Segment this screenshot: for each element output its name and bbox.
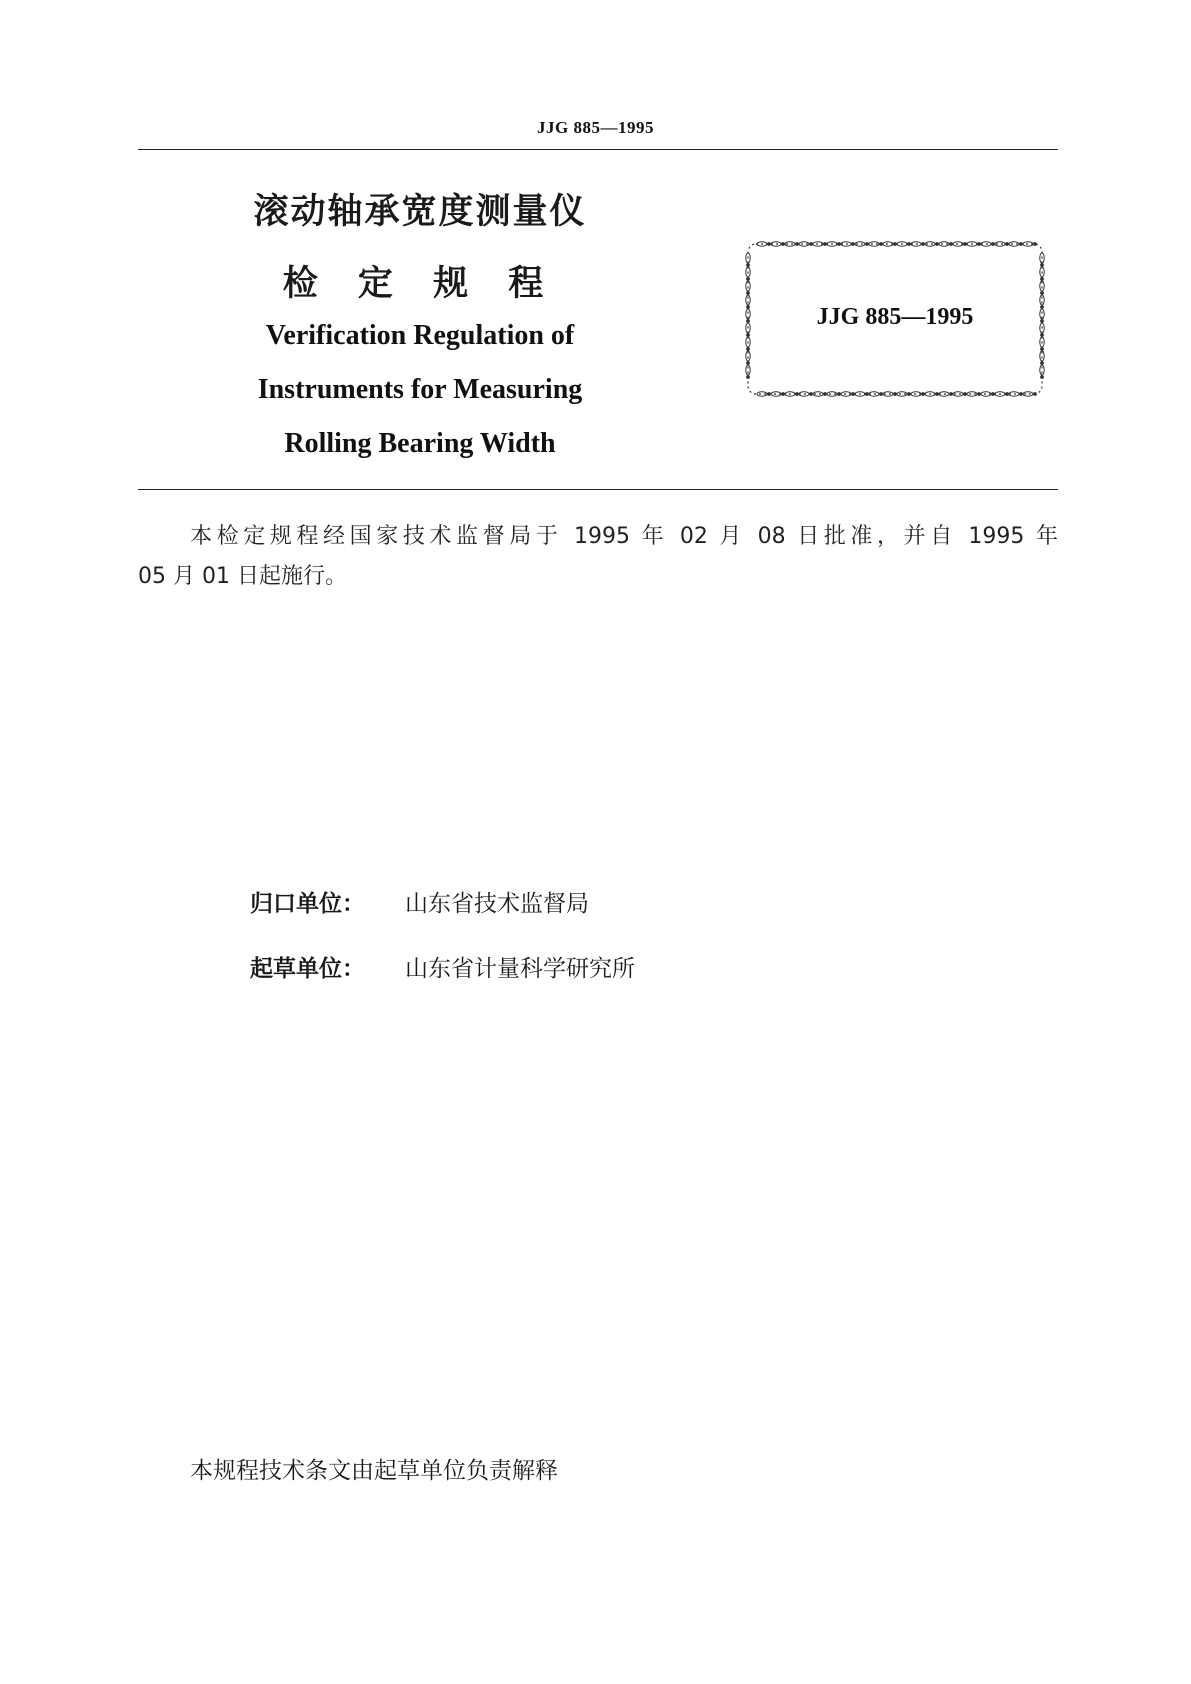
top-divider [138,149,1058,150]
title-cn-line1: 滚动轴承宽度测量仪 [253,192,587,232]
title-en-line1: Verification Regulation of [265,320,575,351]
standard-code-box-text: JJG 885—1995 [816,304,974,330]
responsible-unit-value: 山东省技术监督局 [405,891,589,917]
middle-divider [138,489,1058,490]
responsible-unit-row [250,885,589,918]
title-cn-line2: 检 定 规 程 [282,264,558,304]
title-en-line3: Rolling Bearing Width [284,428,556,459]
drafting-unit-label: 起草单位： [250,956,365,982]
interpretation-note: 本规程技术条文由起草单位负责解释 [190,1458,558,1484]
title-en-line2: Instruments for Measuring [257,374,583,405]
header-standard-code: JJG 885—1995 [537,118,654,137]
responsible-unit-label: 归口单位： [250,891,365,917]
standard-code-frame [742,238,1048,400]
drafting-unit-row [250,950,635,983]
approval-line1: 本检定规程经国家技术监督局于 1995 年 02 月 08 日批准，并自 1995 年 [190,524,1058,549]
drafting-unit-value: 山东省计量科学研究所 [405,956,635,982]
approval-line2: 05 月 01 日起施行。 [138,564,347,589]
